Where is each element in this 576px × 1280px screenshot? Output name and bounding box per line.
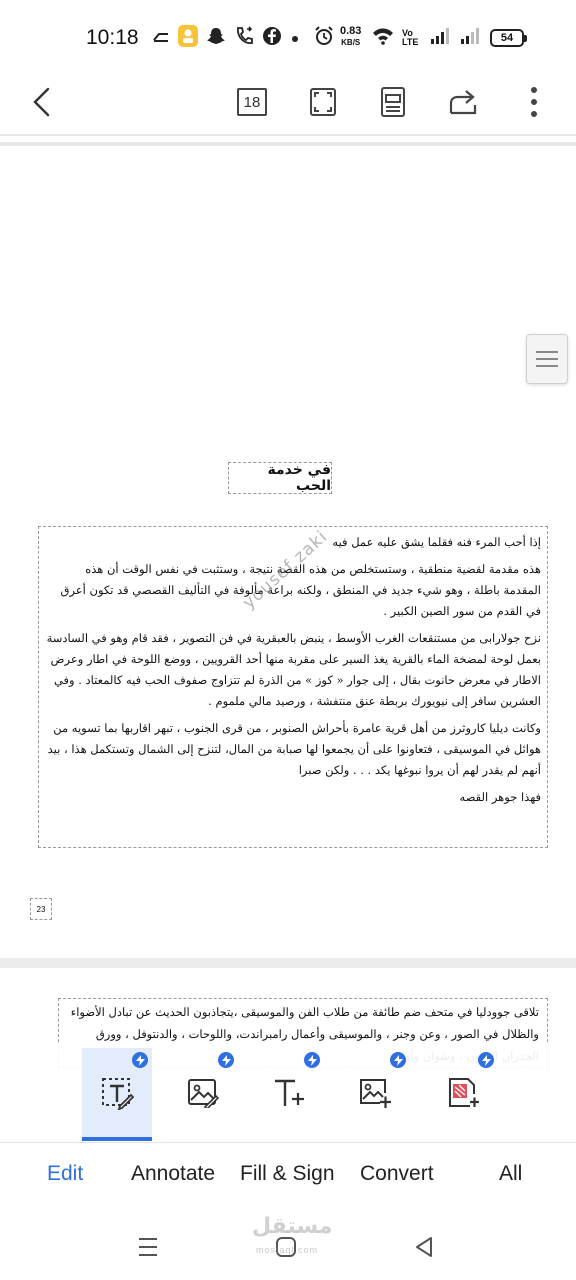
more-options-button[interactable] xyxy=(512,80,556,124)
image-tool[interactable] xyxy=(168,1048,238,1138)
tab-edit[interactable]: Edit xyxy=(47,1162,84,1185)
more-vertical-icon xyxy=(530,86,538,118)
alarm-icon xyxy=(314,26,334,50)
network-speed-value: 0.83 xyxy=(340,25,362,37)
menu-lines-icon xyxy=(137,1237,159,1257)
ocr-tool[interactable] xyxy=(428,1048,498,1138)
signal-strength-icon-2 xyxy=(460,27,482,49)
scroll-handle-line xyxy=(536,358,558,360)
back-triangle-icon xyxy=(414,1236,434,1258)
author-watermark: yousef zaki xyxy=(239,526,332,614)
dot-icon xyxy=(290,29,300,48)
paragraph: وكانت ديليا كاروثرز من أهل قرية عامرة بأحراش الصنوبر ، من قرى الجنوب ، تبهر اقاربها بما تسويه من هوائل في الموسيقى ، فتعاونوا على أن يجمعوا لها صبابة من المال، لتنزح إلى الشمال وتستكمل هذا ، بيد أنهم لم يقدر لهم أن يروا نبوغها يكد . . . ولكن صبرا xyxy=(47,721,541,777)
tab-convert[interactable]: Convert xyxy=(360,1162,434,1185)
back-button[interactable] xyxy=(20,80,64,124)
scroll-handle-line xyxy=(536,365,558,367)
battery-indicator: 54 xyxy=(490,29,524,47)
premium-badge-icon xyxy=(390,1052,406,1068)
toolbar-divider xyxy=(0,134,576,136)
page-number: 23 xyxy=(36,904,46,914)
page-separator xyxy=(0,958,576,968)
page-number-box[interactable] xyxy=(30,898,52,920)
add-image-tool[interactable] xyxy=(340,1048,410,1138)
app-notification-icon xyxy=(178,25,198,51)
network-speed xyxy=(340,26,361,48)
scroll-handle-line xyxy=(536,351,558,353)
premium-badge-icon xyxy=(132,1052,148,1068)
paragraph: فهذا جوهر القصه xyxy=(459,790,541,804)
edit-text-icon xyxy=(100,1076,134,1110)
fullscreen-icon xyxy=(310,88,336,116)
tab-all[interactable]: All xyxy=(499,1162,523,1185)
scroll-handle[interactable] xyxy=(526,334,568,384)
top-toolbar xyxy=(0,76,576,134)
active-tool-indicator xyxy=(82,1137,152,1141)
recent-apps-button[interactable] xyxy=(128,1230,168,1264)
status-time: 10:18 xyxy=(86,26,139,49)
title-text-box[interactable] xyxy=(228,462,332,494)
image-icon xyxy=(187,1078,219,1108)
document-title: في خدمة الحب xyxy=(267,462,331,494)
tab-fill-and-sign[interactable]: Fill & Sign xyxy=(240,1162,335,1185)
status-left-icons xyxy=(150,24,334,52)
add-text-tool[interactable] xyxy=(254,1048,324,1138)
paragraph: هذه مقدمة لقضية منطقية ، وستستخلص من هذه القصة نتيجة ، وستثبت في نفس الوقت أن هذه المقدمة باطلة ، وهو شيء جديد في المنطق ، ولكنه براعة مألوفة في التأليف القصصي قد تكون أعرق في القدم من سور الصين الكبير . xyxy=(60,562,541,618)
tab-annotate[interactable]: Annotate xyxy=(131,1162,216,1185)
page-count-icon xyxy=(237,88,267,116)
add-text-icon xyxy=(272,1077,306,1109)
back-arrow-icon xyxy=(30,86,54,118)
back-nav-button[interactable] xyxy=(404,1230,444,1264)
premium-badge-icon xyxy=(478,1052,494,1068)
call-icon xyxy=(234,26,254,50)
paragraph: نزح جولارابى من مستنقعات الغرب الأوسط ، ينبض بالعبقرية في فن التصوير ، فقد قام وهو في السادسة بعمل لوحة لمضخة الماء بالقرية يغذ السير على مقربة منها أحد القرويين ، ووضع اللوحة في اطار وعرض الاطار في معرض حانوت بقال ، إلى جوار « كوز » من الذرة لم تتزاوج صفوف الحب فيه كالمعتاد . وفي العشرين سافر إلى نيويورك بربطة عنق منتفشة ، ورصيد مالي ملموم . xyxy=(46,631,541,708)
paragraph: إذا أحب المرء فنه فقلما يشق عليه عمل فيه xyxy=(332,535,541,549)
page-layout-button[interactable] xyxy=(371,80,415,124)
brand-watermark: مستقل xyxy=(252,1214,333,1239)
wifi-icon xyxy=(372,27,394,49)
premium-badge-icon xyxy=(304,1052,320,1068)
ocr-icon xyxy=(446,1076,480,1110)
mode-tabs xyxy=(0,1150,576,1206)
share-icon xyxy=(449,89,479,115)
status-right-icons xyxy=(372,24,524,52)
body-text-box[interactable] xyxy=(38,526,548,848)
next-page-text: تلاقى جوودليا في متحف ضم طائفة من طلاب الفن والموسيقى ،يتجاذبون الحديث عن تبادل الأضواء والظلال في الصور ، وعن وجنر ، والموسيقى وأعمال رامبراندت، واللوحات ، والدنتوفل ، وورق xyxy=(70,1005,539,1041)
snapchat-icon xyxy=(206,26,226,50)
network-speed-unit: KB/S xyxy=(341,38,361,47)
tools-divider xyxy=(0,1142,576,1143)
page-layout-icon xyxy=(380,87,406,117)
status-bar xyxy=(0,0,576,76)
edit-text-tool[interactable] xyxy=(82,1048,152,1138)
add-image-icon xyxy=(358,1077,392,1109)
signal-strength-icon-1 xyxy=(430,27,452,49)
premium-badge-icon xyxy=(218,1052,234,1068)
fullscreen-button[interactable] xyxy=(301,80,345,124)
page-count-label: 18 xyxy=(243,93,261,111)
share-button[interactable] xyxy=(442,80,486,124)
hotspot-icon xyxy=(152,29,170,48)
facebook-icon xyxy=(262,26,282,50)
volte-icon: Vo LTE xyxy=(402,28,419,47)
page-count-button[interactable] xyxy=(230,80,274,124)
brand-watermark-sub: mostaql.com xyxy=(256,1245,319,1255)
